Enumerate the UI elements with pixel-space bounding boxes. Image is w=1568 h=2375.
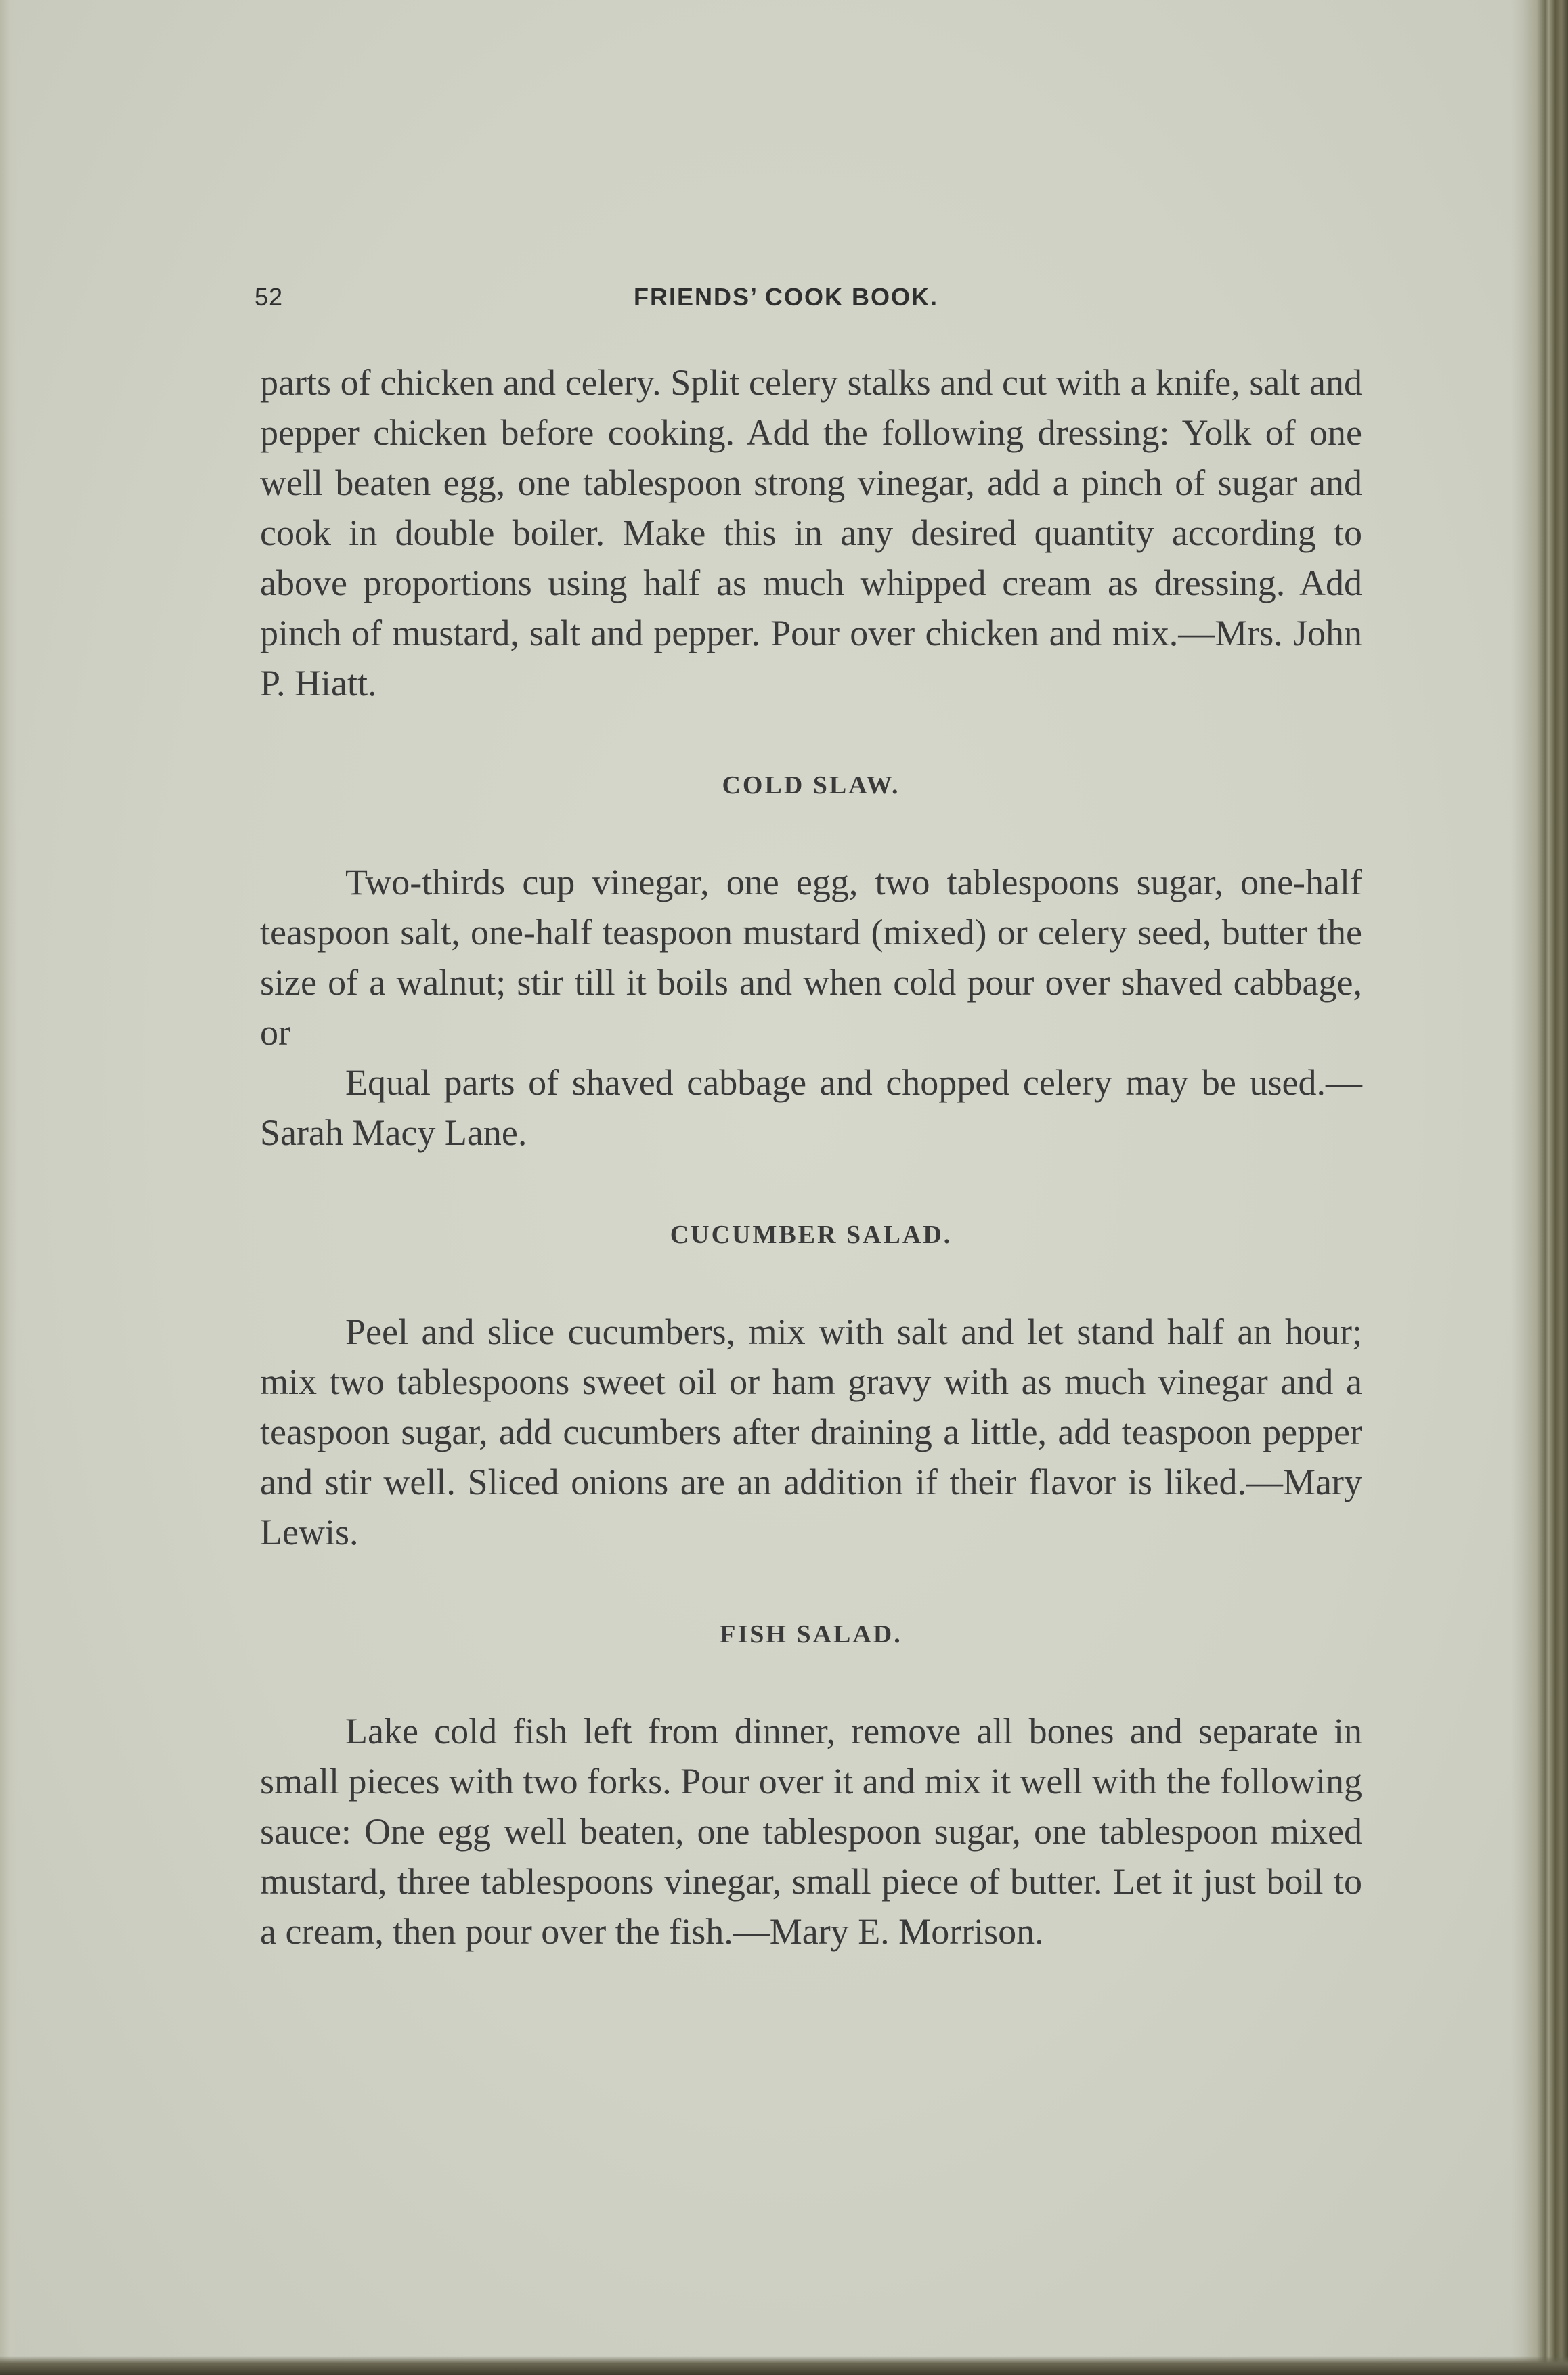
recipe-title-fish-salad: FISH SALAD.: [720, 1620, 902, 1649]
fish-salad-text: Lake cold fish left from dinner, remove all bones and separate in small pieces with two forks. Pour over it and mix it well with the following sauce: One egg well beaten, one tablespoon sugar, one tablespoon mixed mustard, three tablespoons vinegar, small piece of butter. Let it just boil to a cream, then pour over the fish.—Mary E. Morrison.: [260, 1711, 1362, 1952]
running-head: [255, 283, 1365, 324]
page-left-edge: [0, 0, 18, 2375]
cold-slaw-variation-text: Equal parts of shaved cabbage and chopped celery may be used.—Sarah Macy Lane.: [260, 1062, 1362, 1153]
cold-slaw-text: Two-thirds cup vinegar, one egg, two tablespoons sugar, one-half teaspoon salt, one-half teaspoon mustard (mixed) or celery seed, butter the size of a walnut; stir till it boils and when cold pour over shaved cabbage, or: [260, 862, 1362, 1053]
page-bottom-edge: [0, 2356, 1568, 2375]
book-title: FRIENDS’ COOK BOOK.: [634, 283, 939, 311]
recipe-title-cucumber-salad: CUCUMBER SALAD.: [670, 1221, 953, 1249]
recipe-title-cold-slaw: COLD SLAW.: [722, 771, 900, 800]
page-body: [260, 357, 1362, 1957]
recipe-continuation-text: parts of chicken and celery. Split celery stalks and cut with a knife, salt and pepper chicken before cooking. Add the following dressing: Yolk of one well beaten egg, one tablespoon strong vinegar, add a pinch of sugar and cook in double boiler. Make this in any desired quantity according to above proportions using half as much whipped cream as dressing. Add pinch of mustard, salt and pepper. Pour over chicken and mix.—Mrs. John P. Hiatt.: [260, 362, 1362, 703]
cucumber-salad-text: Peel and slice cucumbers, mix with salt and let stand half an hour; mix two tablespoons sweet oil or ham gravy with as much vinegar and a teaspoon sugar, add cucumbers after draining a little, add teaspoon pepper and stir well. Sliced onions are an addition if their flavor is liked.—Mary Lewis.: [260, 1311, 1362, 1552]
book-binding-edge: [1511, 0, 1568, 2375]
page-number: 52: [255, 283, 284, 311]
